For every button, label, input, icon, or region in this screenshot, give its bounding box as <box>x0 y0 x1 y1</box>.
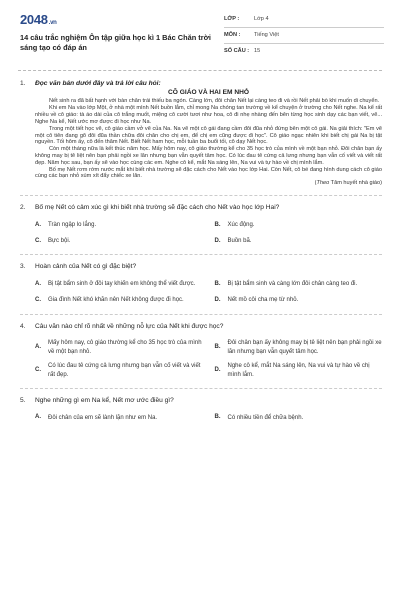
logo-main: 2048 <box>20 12 48 27</box>
meta-table <box>224 12 384 59</box>
option-letter: C. <box>35 296 41 303</box>
question-list <box>20 80 382 423</box>
source-open: ( <box>314 180 317 187</box>
question-body <box>35 204 382 246</box>
question-divider <box>20 314 382 315</box>
story-paragraph: Nết sinh ra đã bất hạnh với bàn chân trái thiếu ba ngón. Càng lớn, đôi chân Nết lại càng teo đi và rồi Nết phải bò khi muốn di chuyển. <box>49 98 380 105</box>
option-text: Gia đình Nết khó khăn nên Nết không được đi học. <box>48 297 184 304</box>
question-number: 5. <box>20 396 26 404</box>
option-letter: A. <box>35 221 41 228</box>
question-prompt: Hoàn cảnh của Nết có gì đặc biệt? <box>35 263 137 271</box>
page-header <box>0 0 400 62</box>
answer-options <box>35 280 382 306</box>
meta-value: Tiếng Việt <box>254 32 279 38</box>
option-text: Có nhiều tiền để chữa bệnh. <box>227 414 304 421</box>
source-text: Tâm huyết nhà giáo) <box>329 180 382 187</box>
meta-label: SỐ CÂU : <box>224 48 250 54</box>
logo-suffix: .vn <box>48 20 57 26</box>
story-paragraph: Bố mẹ Nết rơm rớm nước mắt khi biết nhà trường sẽ đặc cách cho Nết vào học lớp Hai. Còn Nết, cô bé đang hình dung cách cô giáo cùng các bạn nhỏ xúm xít đẩy chiếc xe lăn. <box>35 166 382 180</box>
question-1 <box>20 80 382 187</box>
option-text: Nết mồ côi cha mẹ từ nhỏ. <box>227 297 299 304</box>
header-divider <box>18 70 382 71</box>
option-letter: D. <box>214 237 221 244</box>
question-body <box>35 397 382 423</box>
answer-option-a[interactable] <box>35 280 203 290</box>
question-divider <box>20 195 382 196</box>
answer-option-a[interactable] <box>35 339 203 356</box>
option-letter: D. <box>214 367 221 374</box>
answer-options <box>35 339 382 380</box>
answer-option-b[interactable] <box>215 413 383 423</box>
site-logo[interactable] <box>20 12 57 28</box>
answer-option-a[interactable] <box>35 220 203 230</box>
question-body <box>35 323 382 380</box>
answer-option-b[interactable] <box>215 220 383 230</box>
answer-option-c[interactable] <box>35 362 203 379</box>
question-prompt: Bố mẹ Nết có cảm xúc gì khi biết nhà trường sẽ đặc cách cho Nết vào học lớp Hai? <box>35 204 280 212</box>
option-letter: A. <box>35 343 41 350</box>
question-number: 4. <box>20 322 26 330</box>
option-letter: D. <box>214 296 221 303</box>
story-source <box>35 180 382 187</box>
question-body <box>35 263 382 305</box>
option-text: Xúc động. <box>227 222 255 229</box>
meta-row-grade <box>224 12 384 28</box>
option-letter: A. <box>35 280 41 287</box>
option-letter: B. <box>214 280 221 287</box>
question-3 <box>20 263 382 305</box>
option-letter: B. <box>214 343 221 350</box>
answer-option-c[interactable] <box>35 296 203 306</box>
question-divider <box>20 388 382 389</box>
question-2 <box>20 204 382 246</box>
source-theo: Theo <box>316 180 330 187</box>
question-4 <box>20 323 382 380</box>
option-text: Nghe cô kể, mắt Na sáng lên, Na vui và tự hào về chị mình lắm. <box>227 363 370 378</box>
answer-option-d[interactable] <box>215 362 383 379</box>
option-text: Đôi chân bạn ấy không may bị tê liệt nên bạn phải ngồi xe lăn nhưng bạn vẫn quyết tâm học. <box>227 339 382 355</box>
question-prompt: Đọc văn bản dưới đây và trả lời câu hỏi: <box>35 80 161 87</box>
option-text: Đôi chân của em sẽ lành lặn như em Na. <box>48 414 158 421</box>
answer-option-b[interactable] <box>215 280 383 290</box>
meta-label: LỚP : <box>224 16 240 22</box>
meta-row-count <box>224 44 384 59</box>
option-letter: C. <box>35 367 41 374</box>
question-number: 3. <box>20 263 26 271</box>
option-text: Buồn bã. <box>227 238 252 245</box>
answer-option-c[interactable] <box>35 236 203 246</box>
answer-option-d[interactable] <box>215 236 383 246</box>
meta-label: MÔN : <box>224 32 241 38</box>
answer-options <box>35 413 382 423</box>
option-text: Bực bội. <box>48 238 71 245</box>
question-prompt: Câu văn nào chỉ rõ nhất về những nỗ lực của Nết khi được học? <box>35 322 224 330</box>
question-body <box>35 80 382 187</box>
document-title: 14 câu trắc nghiệm Ôn tập giữa học kì 1 Bác Chăn trời sáng tạo có đáp án <box>20 33 211 52</box>
story-paragraph: Còn một tháng nữa là kết thúc năm học. Mấy hôm nay, cô giáo thường kể cho 35 học trò của mình về một bạn nhỏ. Đôi chân bạn ấy không may bị tê liệt nên bạn phải ngồi xe lăn nhưng bạn vẫn quyết tâm học. Có lúc đau tê cứng cả lưng nhưng bạn vẫn cố viết và viết rất đẹp. Năm học sau, bạn ấy sẽ vào học cùng các em. Nghe cô kể, mắt Na sáng lên, Na vui và tự hào về chị mình lắm. <box>35 146 382 166</box>
option-letter: B. <box>214 414 221 421</box>
story-title: CÔ GIÁO VÀ HAI EM NHỎ <box>168 89 249 97</box>
story-paragraph: Trong một tiết học vẽ, cô giáo cầm vở vẽ của Na. Na vẽ một cô gái đang cầm đôi đũa nhỏ đứng bên một cô gái. Na giải thích: "Em vẽ một cô tiên đang gõ đôi đũa thần chữa đôi chân cho chị em, để chị em cũng được đi học". Cô giáo ngạc nhiên khi biết chị gái Na bị tật nguyền. Tối hôm ấy, cô đến thăm Nết. Biết Nết ham học, mỗi tuần ba buổi tối, cô dạy Nết học. <box>35 125 382 146</box>
question-5 <box>20 397 382 423</box>
question-divider <box>20 254 382 255</box>
option-text: Có lúc đau tê cứng cả lưng nhưng bạn vẫn cố viết và viết rất đẹp. <box>48 363 201 378</box>
option-text: Bị tật bẩm sinh và càng lớn đôi chân càng teo đi. <box>227 281 358 288</box>
option-letter: B. <box>214 221 221 228</box>
meta-value: Lớp 4 <box>254 16 269 22</box>
option-letter: C. <box>35 237 41 244</box>
question-prompt: Nghe những gì em Na kể, Nết mơ ước điều gì? <box>35 396 174 404</box>
option-text: Bị tật bẩm sinh ở đôi tay khiến em không thể viết được. <box>48 281 196 288</box>
answer-option-a[interactable] <box>35 413 203 423</box>
question-number: 2. <box>20 204 26 212</box>
answer-option-d[interactable] <box>215 296 383 306</box>
option-text: Mấy hôm nay, cô giáo thường kể cho 35 học trò của mình về một bạn nhỏ. <box>48 339 202 355</box>
meta-row-subject <box>224 28 384 44</box>
answer-option-b[interactable] <box>215 339 383 356</box>
question-number: 1. <box>20 80 26 87</box>
option-letter: A. <box>35 414 41 421</box>
story-paragraph: Khi em Na vào lớp Một, ở nhà một mình Nết buồn lắm, chỉ mong Na chóng tan trường về kể chuyện ở trường cho Nết nghe. Na kể rất nhiều về cô giáo: tà áo dài của cô trắng muốt, miệng cô cười tươi như hoa, cô đi nhẹ nhàng đến bên từng học sinh dạy các bạn viết, vẽ... Nghe Na kể, Nết ước mơ được đi học như Na. <box>35 105 382 125</box>
meta-value: 15 <box>254 48 261 54</box>
answer-options <box>35 220 382 246</box>
option-text: Tràn ngập lo lắng. <box>48 222 97 229</box>
